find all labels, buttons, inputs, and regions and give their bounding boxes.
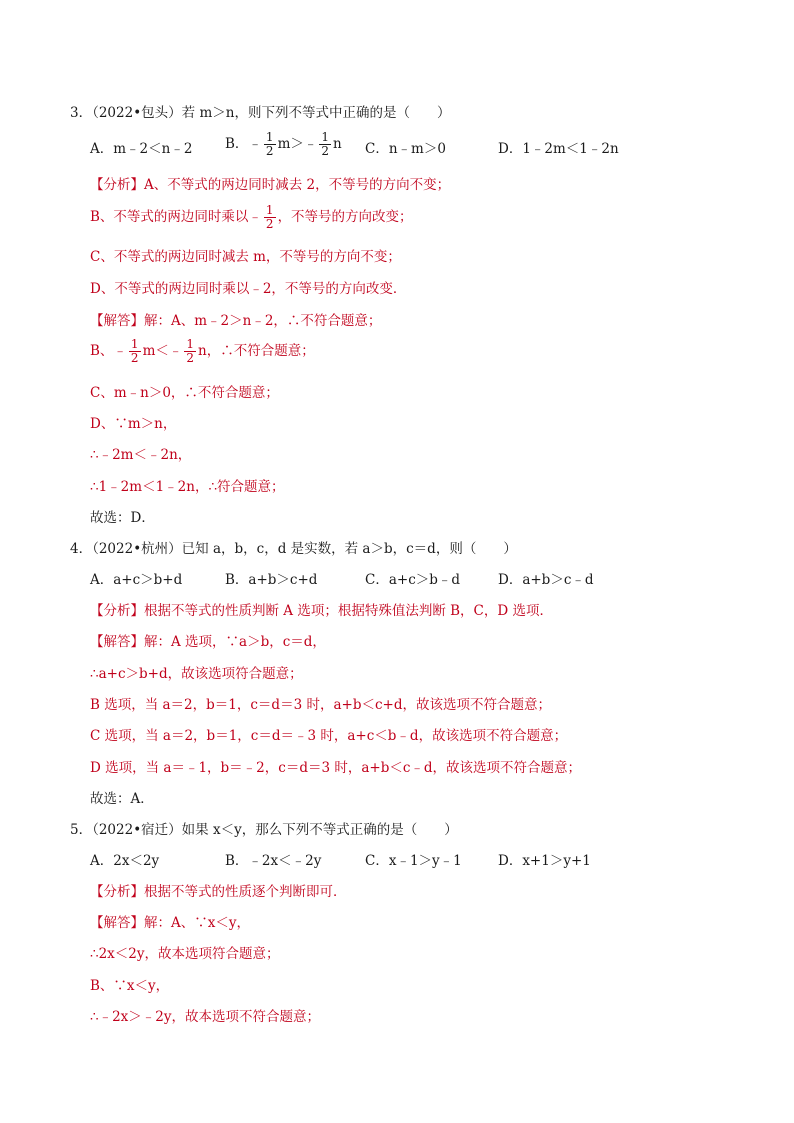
q4-option-d: D．a+b＞c﹣d (498, 572, 594, 588)
q3-answer-line-4: D、∵m＞n， (90, 416, 177, 432)
q3-choice: 故选：D． (90, 510, 155, 526)
q3-options (90, 131, 730, 165)
q4-answer-line-3: B 选项，当 a＝2，b＝1，c＝d＝3 时，a+b＜c+d，故该选项不符合题意； (90, 697, 551, 713)
analysis-text: 根据不等式的性质判断 A 选项；根据特殊值法判断 B，C，D 选项． (144, 603, 553, 619)
q4-options (90, 571, 730, 589)
answer-text: n，∴不符合题意； (198, 343, 315, 359)
fraction-numerator: 1 (321, 130, 330, 144)
q3-option-b-suffix: n (333, 136, 342, 152)
q5-option-c: C．x﹣1＞y﹣1 (365, 853, 462, 869)
analysis-text: ，不等号的方向改变； (277, 209, 413, 225)
analysis-text: 根据不等式的性质逐个判断即可． (144, 884, 347, 900)
answer-tag: 【解答】 (90, 313, 144, 329)
q5-answer-line-1 (90, 914, 250, 932)
fraction (129, 338, 141, 365)
answer-tag: 【解答】 (90, 915, 144, 931)
q3-answer-line-1 (90, 312, 381, 330)
analysis-tag: 【分析】 (90, 884, 144, 900)
q3-option-b-mid: m＞﹣ (277, 136, 318, 152)
q3-analysis-line-1 (90, 176, 450, 194)
q5-options (90, 852, 730, 870)
q3-analysis-line-4: D、不等式的两边同时乘以﹣2，不等号的方向改变． (90, 281, 407, 297)
q5-answer-line-4: ∴﹣2x＞﹣2y，故本选项不符合题意； (90, 1009, 321, 1025)
q5-option-a: A．2x＜2y (90, 853, 160, 869)
fraction (264, 204, 276, 231)
fraction (319, 131, 331, 158)
q4-stem: 4．（2022•杭州）已知 a，b，c，d 是实数，若 a＞b，c＝d，则（ ） (70, 541, 517, 557)
q5-analysis (90, 883, 347, 901)
analysis-text: B、不等式的两边同时乘以﹣ (90, 209, 262, 225)
q5-stem: 5．（2022•宿迁）如果 x＜y，那么下列不等式正确的是（ ） (70, 822, 458, 838)
q3-option-c: C．n﹣m＞0 (365, 141, 446, 157)
fraction-denominator: 2 (321, 144, 330, 158)
q3-answer-line-6: ∴1﹣2m＜1﹣2n，∴符合题意； (90, 479, 285, 495)
fraction-numerator: 1 (130, 337, 139, 351)
q4-option-a: A．a+c＞b+d (90, 572, 183, 588)
answer-text: 解：A、∵x＜y， (144, 915, 250, 931)
answer-text: B、﹣ (90, 343, 127, 359)
q3-option-a: A．m﹣2＜n﹣2 (90, 141, 193, 157)
q4-answer-line-2: ∴a+c＞b+d，故该选项符合题意； (90, 666, 303, 682)
q4-analysis (90, 602, 553, 620)
q3-option-b-prefix: B．﹣ (225, 136, 262, 152)
answer-tag: 【解答】 (90, 634, 144, 650)
q3-option-b (225, 131, 342, 158)
fraction (264, 131, 276, 158)
q5-answer-line-2: ∴2x＜2y，故本选项符合题意； (90, 946, 280, 962)
q4-answer-line-4: C 选项，当 a＝2，b＝1，c＝d＝﹣3 时，a+c＜b﹣d，故该选项不符合题意； (90, 728, 568, 744)
q4-answer-line-5: D 选项，当 a＝﹣1，b＝﹣2，c＝d＝3 时，a+b＜c﹣d，故该选项不符合题意； (90, 760, 582, 776)
fraction-numerator: 1 (265, 130, 274, 144)
q3-analysis-line-2 (90, 204, 413, 234)
q4-choice: 故选：A． (90, 791, 154, 807)
q3-stem: 3．（2022•包头）若 m＞n，则下列不等式中正确的是（ ） (70, 105, 451, 121)
q4-option-c: C．a+c＞b﹣d (365, 572, 461, 588)
q4-answer-line-1 (90, 633, 326, 651)
fraction-numerator: 1 (186, 337, 195, 351)
fraction (184, 338, 196, 365)
fraction-denominator: 2 (265, 144, 274, 158)
q3-answer-line-2 (90, 338, 315, 368)
answer-text: m＜﹣ (142, 343, 183, 359)
fraction-denominator: 2 (265, 217, 274, 231)
q3-option-d: D．1﹣2m＜1﹣2n (498, 141, 619, 157)
q3-answer-line-3: C、m﹣n＞0，∴不符合题意； (90, 385, 279, 401)
q5-answer-line-3: B、∵x＜y， (90, 978, 170, 994)
q3-answer-line-5: ∴﹣2m＜﹣2n， (90, 447, 192, 463)
fraction-denominator: 2 (130, 351, 139, 365)
fraction-denominator: 2 (186, 351, 195, 365)
q4-option-b: B．a+b＞c+d (225, 572, 318, 588)
q5-option-d: D．x+1＞y+1 (498, 853, 591, 869)
analysis-tag: 【分析】 (90, 177, 144, 193)
analysis-tag: 【分析】 (90, 603, 144, 619)
answer-text: 解：A、m﹣2＞n﹣2，∴不符合题意； (144, 313, 382, 329)
answer-text: 解：A 选项，∵a＞b，c＝d， (144, 634, 326, 650)
fraction-numerator: 1 (265, 203, 274, 217)
q5-option-b: B．﹣2x＜﹣2y (225, 853, 322, 869)
analysis-text: A、不等式的两边同时减去 2，不等号的方向不变； (144, 177, 451, 193)
q3-analysis-line-3: C、不等式的两边同时减去 m，不等号的方向不变； (90, 249, 401, 265)
